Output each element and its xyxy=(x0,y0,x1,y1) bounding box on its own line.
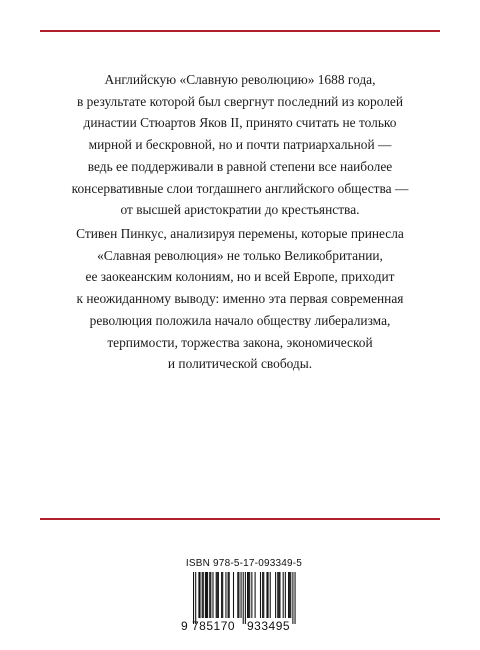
text-line: к неожиданному выводу: именно эта первая современная xyxy=(76,291,404,307)
barcode-bar xyxy=(266,572,267,618)
barcode-digit-group-right: 933495 xyxy=(247,619,291,633)
barcode-bar xyxy=(228,572,229,618)
barcode-bar xyxy=(210,572,211,618)
barcode-bar xyxy=(198,572,199,618)
barcode-bar xyxy=(202,572,203,618)
barcode-bar xyxy=(292,572,293,624)
bottom-red-rule xyxy=(40,518,440,520)
text-line: и политической свободы. xyxy=(167,356,313,372)
barcode-bar xyxy=(241,572,242,618)
barcode-bar xyxy=(203,572,204,618)
barcode-bar xyxy=(255,572,256,618)
barcode-bar xyxy=(277,572,278,618)
text-line: ее заокеанским колониям, но и всей Европе, приходит xyxy=(85,269,395,285)
text-line: мирной и бескровной, но и почти патриархальной — xyxy=(88,137,392,153)
barcode-bar xyxy=(262,572,263,618)
barcode-bar xyxy=(229,572,230,618)
barcode-bar xyxy=(289,572,290,618)
barcode-bar xyxy=(247,572,248,618)
annotation-paragraph-1 xyxy=(60,69,420,221)
barcode-bar xyxy=(295,572,296,624)
barcode-bar xyxy=(212,572,213,618)
barcode-bar xyxy=(249,572,250,618)
barcode-bar xyxy=(237,572,238,618)
barcode-bar xyxy=(199,572,200,618)
barcode-bar xyxy=(205,572,206,618)
barcode-bar xyxy=(245,572,246,624)
barcode-bar xyxy=(285,572,286,618)
text-line: в результате которой был свергнут последний из королей xyxy=(76,93,404,109)
barcode-bar xyxy=(268,572,269,618)
text-line: Стивен Пинкус, анализируя перемены, которые принесла xyxy=(76,226,404,241)
barcode-bar xyxy=(270,572,271,618)
barcode-bar xyxy=(225,572,226,618)
barcode-bar xyxy=(260,572,261,618)
top-red-rule xyxy=(40,30,440,32)
barcode-bar xyxy=(290,572,291,618)
barcode-bar xyxy=(288,572,289,618)
barcode-bar xyxy=(283,572,284,618)
barcode-bar xyxy=(222,572,223,618)
text-line: династии Стюартов Яков II, принято считать не только xyxy=(83,115,397,131)
barcode-bar xyxy=(221,572,222,618)
barcode-bar xyxy=(207,572,208,618)
barcode-bar xyxy=(206,572,207,618)
barcode-digit-group-left: 785170 xyxy=(192,619,236,633)
barcode-bar xyxy=(193,572,194,624)
barcode-bar xyxy=(263,572,264,618)
text-line: «Славная революция» не только Великобритании, xyxy=(97,247,383,263)
barcode-bar xyxy=(238,572,239,618)
annotation-paragraph-2 xyxy=(60,223,420,375)
text-line: консервативные слои тогдашнего английского общества — xyxy=(71,180,409,196)
barcode-bar xyxy=(218,572,219,618)
barcode-bar xyxy=(195,572,196,624)
barcode-digit-first: 9 xyxy=(181,619,189,633)
text-line: ведь ее поддерживали в равной степени все наиболее xyxy=(87,158,393,174)
text-line: революция положила начало обществу либерализма, xyxy=(89,312,391,328)
text-line: Английскую «Славную революцию» 1688 года, xyxy=(104,72,376,87)
barcode-bar xyxy=(279,572,280,618)
barcode-bar xyxy=(275,572,276,618)
text-line: терпимости, торжества закона, экономической xyxy=(107,334,373,350)
barcode-bar xyxy=(278,572,279,618)
isbn-label: ISBN 978-5-17-093349-5 xyxy=(185,558,303,569)
text-line: от высшей аристократии до крестьянства. xyxy=(120,202,360,218)
barcode-bar xyxy=(251,572,252,618)
barcode-bar xyxy=(209,572,210,618)
barcode-bar xyxy=(233,572,234,618)
barcode-bar xyxy=(243,572,244,624)
barcode-bar xyxy=(216,572,217,618)
barcode-bar xyxy=(248,572,249,618)
barcode-bar xyxy=(217,572,218,618)
